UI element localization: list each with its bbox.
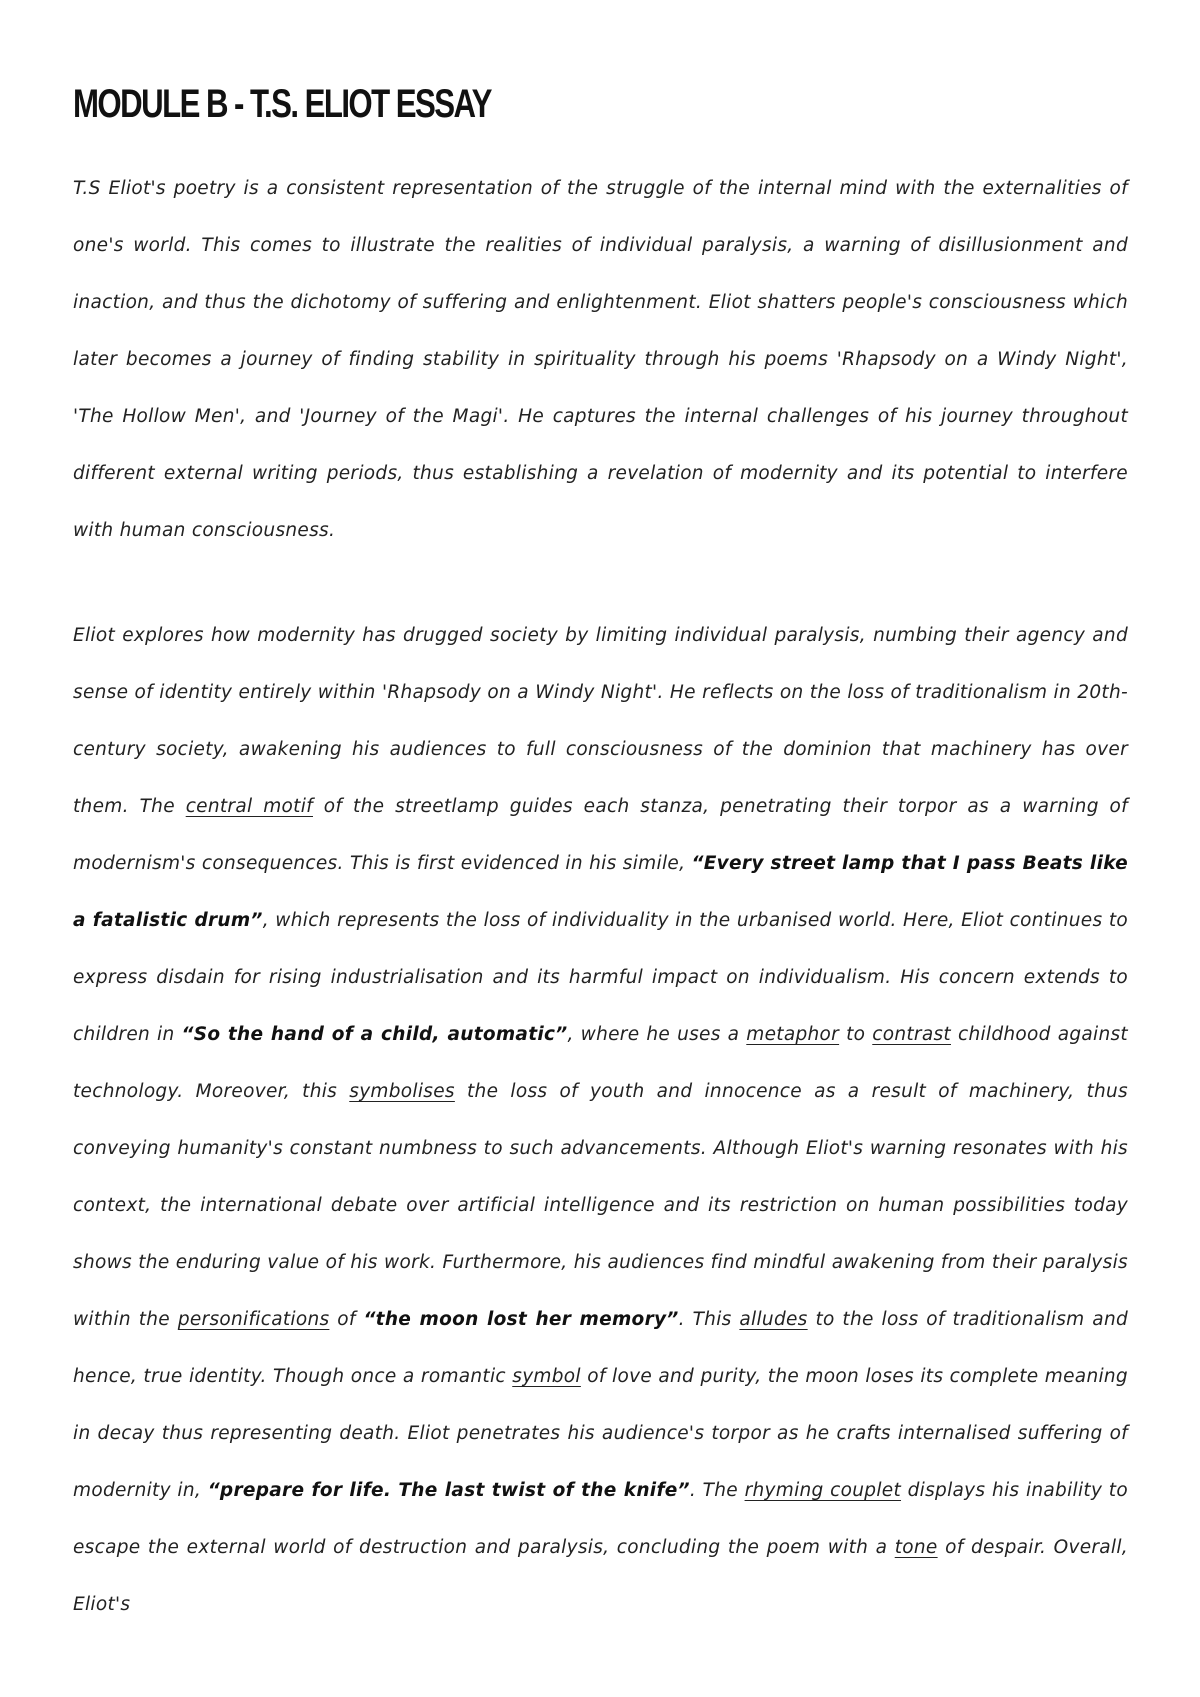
text-segment: to the loss of traditionalism and hence, true identity. Though once a romantic: [73, 1309, 1129, 1387]
text-segment: . The: [689, 1480, 745, 1501]
term-contrast: contrast: [872, 1024, 951, 1045]
text-segment: . This: [678, 1309, 740, 1330]
text-segment: childhood against technology. Moreover, this: [73, 1024, 1128, 1102]
quote-child: “So the hand of a child, automatic”: [181, 1024, 568, 1045]
paragraph-spacer: [73, 559, 1128, 607]
term-rhyming-couplet: rhyming couplet: [744, 1480, 902, 1501]
document-title: MODULE B - T.S. ELIOT ESSAY: [73, 82, 491, 126]
term-personifications: personifications: [177, 1309, 330, 1330]
term-alludes: alludes: [739, 1309, 808, 1330]
text-segment: , where he uses a: [567, 1024, 747, 1045]
text-segment: of: [329, 1309, 364, 1330]
essay-body: [73, 160, 1128, 1633]
text-segment: displays his inability to escape the external world of destruction and paralysis, concluding the poem with a: [73, 1480, 1128, 1558]
intro-paragraph: T.S Eliot's poetry is a consistent representation of the struggle of the internal mind with the externalities of one's world. This comes to illustrate the realities of individual paralysis, a warning of disillusionment and inaction, and thus the dichotomy of suffering and enlightenment. Eliot shatters people's consciousness which later becomes a journey of finding stability in spirituality through his poems 'Rhapsody on a Windy Night', 'The Hollow Men', and 'Journey of the Magi'. He captures the internal challenges of his journey throughout different external writing periods, thus establishing a revelation of modernity and its potential to interfere with human consciousness.: [73, 178, 1128, 541]
text-segment: , which represents the loss of individuality in the urbanised world. Here, Eliot continues to express disdain for rising industrialisation and its harmful impact on individualism. His concern extends to children in: [73, 910, 1128, 1045]
quote-moon: “the moon lost her memory”: [363, 1309, 679, 1330]
term-tone: tone: [894, 1537, 938, 1558]
text-segment: the loss of youth and innocence as a result of machinery, thus conveying humanity's constant numbness to such advancements. Although Eliot's warning resonates with his context, the international debate over artificial intelligence and its restriction on human possibilities today shows the enduring value of his work. Furthermore, his audiences find mindful awakening from their paralysis within the: [73, 1081, 1128, 1330]
term-symbolises: symbolises: [349, 1081, 455, 1102]
term-symbol: symbol: [512, 1366, 581, 1387]
text-segment: to: [839, 1024, 873, 1045]
term-metaphor: metaphor: [746, 1024, 840, 1045]
text-segment: of despair. Overall, Eliot's: [73, 1537, 1128, 1615]
body-paragraph: [73, 607, 1128, 1633]
quote-streetlamp: “Every street lamp that I pass Beats like a fatalistic drum”: [73, 853, 1129, 931]
text-segment: of love and purity, the moon loses its complete meaning in decay thus representing death. Eliot penetrates his audience's torpor as he crafts internalised suffering of modernity in,: [73, 1366, 1128, 1501]
text-segment: of the streetlamp guides each stanza, penetrating their torpor as a warning of modernism's consequences. This is first evidenced in his simile,: [73, 796, 1128, 874]
term-central-motif: central motif: [185, 796, 313, 817]
text-segment: Eliot explores how modernity has drugged society by limiting individual paralysis, numbing their agency and sense of identity entirely within 'Rhapsody on a Windy Night'. He reflects on the loss of traditionalism in 20th-century society, awakening his audiences to full consciousness of the dominion that machinery has over them. The: [73, 625, 1128, 817]
quote-knife: “prepare for life. The last twist of the knife”: [207, 1480, 690, 1501]
